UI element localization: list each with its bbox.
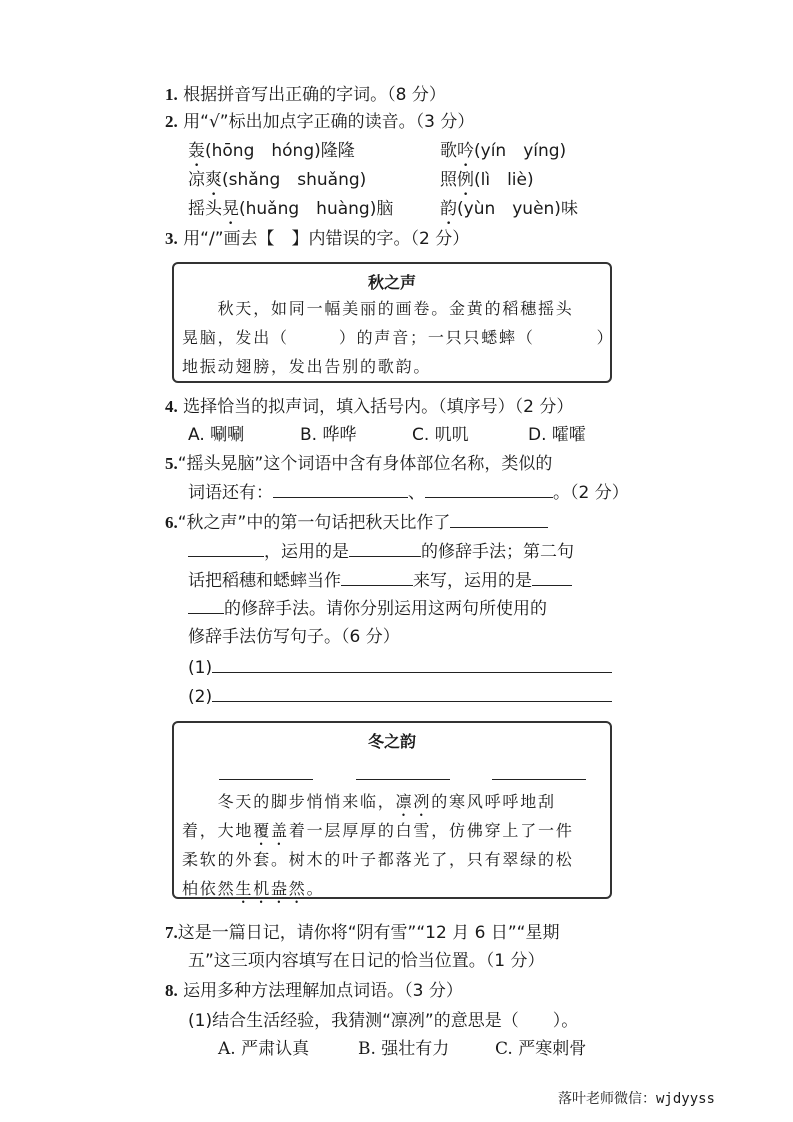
question-8: 8. 运用多种方法理解加点词语。（3 分） xyxy=(165,981,463,1001)
passage-title: 冬之韵 xyxy=(367,732,416,751)
answer-blank[interactable] xyxy=(273,481,408,498)
answer-blank[interactable] xyxy=(188,540,264,557)
question-4: 4. 选择恰当的拟声词，填入括号内。（填序号）（2 分） xyxy=(165,397,574,417)
option: A. 严肃认真 xyxy=(218,1039,310,1059)
passage-autumn xyxy=(172,262,615,383)
question-number: 2. xyxy=(165,112,178,131)
passage-body: 冬天的脚步悄悄来临，凛冽的寒风呼呼地刮 着，大地覆盖着一层厚厚的白雪，仿佛穿上了一件 柔软的外套。树木的叶子都落光了，只有翠绿的松 柏依然生机盎然。 xyxy=(182,792,574,898)
answer-line-2: (2) xyxy=(188,685,612,708)
pinyin-item: 歌吟(yín yíng) xyxy=(440,141,567,161)
answer-blank[interactable] xyxy=(450,511,548,528)
option: D. 嚯嚯 xyxy=(528,425,586,445)
passage-winter xyxy=(172,721,612,899)
option: A. 唰唰 xyxy=(188,425,245,445)
option: C. 叽叽 xyxy=(412,425,469,445)
pinyin-item: 照例(lì liè) xyxy=(440,170,534,190)
question-6-line: 修辞手法仿写句子。（6 分） xyxy=(188,627,400,647)
pinyin-item: 韵(yùn yuèn)味 xyxy=(440,199,578,219)
diary-header-blanks xyxy=(174,753,610,787)
answer-blank[interactable] xyxy=(532,569,572,586)
question-7: 7.这是一篇日记，请你将“阴有雪”“12 月 6 日”“星期 xyxy=(165,923,560,943)
pinyin-item: 摇头晃(huǎng huàng)脑 xyxy=(188,199,394,219)
answer-blank[interactable] xyxy=(349,540,421,557)
option: B. 强壮有力 xyxy=(358,1039,450,1059)
answer-blank[interactable] xyxy=(492,763,586,780)
passage-title: 秋之声 xyxy=(367,273,416,292)
question-5-line: 词语还有： 、 。（2 分） xyxy=(188,483,629,503)
question-3: 3. 用“/”画去【 】内错误的字。（2 分） xyxy=(165,229,470,249)
pinyin-item: 凉爽(shǎng shuǎng) xyxy=(188,170,367,190)
option: B. 哗哗 xyxy=(300,425,357,445)
answer-blank[interactable] xyxy=(212,685,612,702)
answer-blank[interactable] xyxy=(219,763,313,780)
option: C. 严寒刺骨 xyxy=(495,1039,587,1059)
answer-blank[interactable] xyxy=(425,481,553,498)
answer-blank[interactable] xyxy=(341,569,413,586)
question-6: 6.“秋之声”中的第一句话把秋天比作了 xyxy=(165,511,548,534)
question-8-sub: (1)结合生活经验，我猜测“凛冽”的意思是（ ）。 xyxy=(188,1011,579,1031)
answer-blank[interactable] xyxy=(212,656,612,673)
question-6-line: ，运用的是 的修辞手法；第二句 xyxy=(188,540,574,563)
footer-note: 落叶老师微信：wjdyyss xyxy=(557,1091,715,1107)
question-5: 5.“摇头晃脑”这个词语中含有身体部位名称，类似的 xyxy=(165,454,553,474)
answer-blank[interactable] xyxy=(356,763,450,780)
answer-blank[interactable] xyxy=(188,597,224,614)
question-6-line: 话把稻穗和蟋蟀当作 来写，运用的是 xyxy=(188,569,572,592)
answer-line-1: (1) xyxy=(188,656,612,679)
question-text: 用“√”标出加点字正确的读音。（3 分） xyxy=(183,112,475,132)
question-1 xyxy=(165,84,446,106)
question-2 xyxy=(165,111,474,133)
question-6-line: 的修辞手法。请你分别运用这两句所使用的 xyxy=(188,597,547,620)
passage-body: 秋天，如同一幅美丽的画卷。金黄的稻穗摇头 晃脑，发出（ ）的声音；一只只蟋蟀（ ） 地振动翅膀，发出告别的歌韵。 xyxy=(182,299,615,376)
question-7-line: 五”这三项内容填写在日记的恰当位置。（1 分） xyxy=(188,951,545,971)
question-text: 根据拼音写出正确的字词。（8 分） xyxy=(183,85,446,105)
pinyin-item: 轰(hōng hóng)隆隆 xyxy=(188,141,355,161)
question-number: 1. xyxy=(165,85,178,104)
